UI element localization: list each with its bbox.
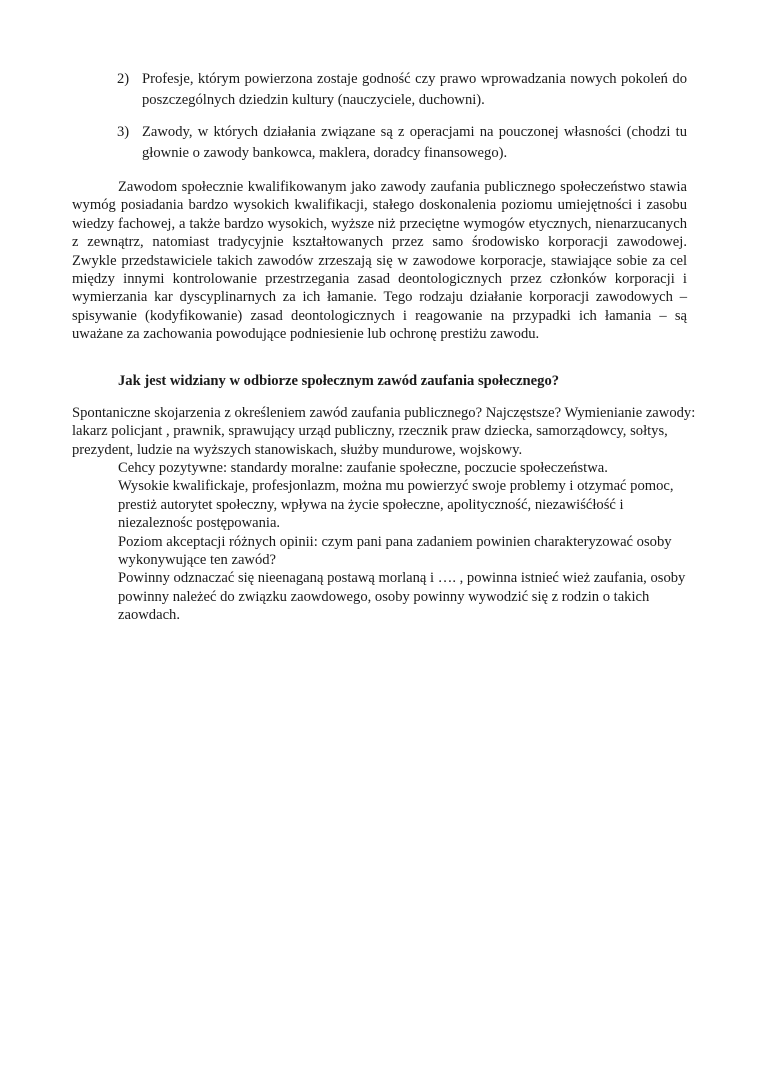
list-item xyxy=(112,69,687,111)
indented-notes xyxy=(118,459,698,625)
intro-paragraph: Spontaniczne skojarzenia z określeniem zawód zaufania publicznego? Najczęstsze? Wymienianie zawody: lakarz policjant , prawnik, sprawujący urząd publiczny, rzecznik praw dziecka, samorządowcy, sołtys, prezydent, ludzie na wyższych stanowiskach, służby mundurowe, wojskowy. xyxy=(72,405,696,458)
numbered-list xyxy=(112,69,687,164)
list-item-number: 2) xyxy=(117,71,130,87)
list-item-number: 3) xyxy=(117,124,130,140)
note-line: Cehcy pozytywne: standardy moralne: zaufanie społeczne, poczucie społeczeństwa. xyxy=(118,460,608,476)
section-heading: Jak jest widziany w odbiorze społecznym zawód zaufania społecznego? xyxy=(118,373,560,389)
list-item-text: Zawody, w których działania związane są z operacjami na pouczonej własności (chodzi tu głownie o zawody bankowca, maklera, doradcy finansowego). xyxy=(142,124,687,161)
note-line: Wysokie kwalifickaje, profesjonlazm, można mu powierzyć swoje problemy i otzymać pomoc, prestiż autorytet społeczny, wpływa na życie społeczne, apolityczność, niezawiśćłość i niezaleznośc postępowania. xyxy=(118,478,674,532)
body-paragraph: Zawodom społecznie kwalifikowanym jako zawody zaufania publicznego społeczeństwo stawia wymóg posiadania bardzo wysokich kwalifikacji, stałego doskonalenia poziomu umiejętności i zasobu wiedzy fachowej, a także bardzo wysokich, wyższe niż przeciętne wymogów etycznych, nienarzucanych z zewnątrz, natomiast tradycyjnie kształtowanych przez samo środowisko korporacji zawodowej. Zwykle przedstawiciele takich zawodów zrzeszają się w zawodowe korporacje, stawiające sobie za cel między innymi kontrolowanie przestrzegania zasad deontologicznych przez członków korporacji i wymierzania kar dyscyplinarnych za ich łamanie. Tego rodzaju działanie korporacji zawodowych – spisywanie (kodyfikowanie) zasad deontologicznych i reagowanie na przypadki ich łamania – są uważane za zachowania powodujące podniesienie lub ochronę prestiżu zawodu. xyxy=(72,179,687,343)
list-item xyxy=(112,122,687,164)
note-line: Powinny odznaczać się nieenaganą postawą morlaną i …. , powinna istnieć wież zaufania, osoby powinny należeć do związku zaowdowego, osoby powinny wywodzić się z rodzin o takich zaowdach. xyxy=(118,570,686,624)
list-item-text: Profesje, którym powierzona zostaje godność czy prawo wprowadzania nowych pokoleń do poszczególnych dziedzin kultury (nauczyciele, duchowni). xyxy=(142,71,687,108)
note-line: Poziom akceptacji różnych opinii: czym pani pana zadaniem powinien charakteryzować osoby wykonywujące ten zawód? xyxy=(118,533,672,569)
